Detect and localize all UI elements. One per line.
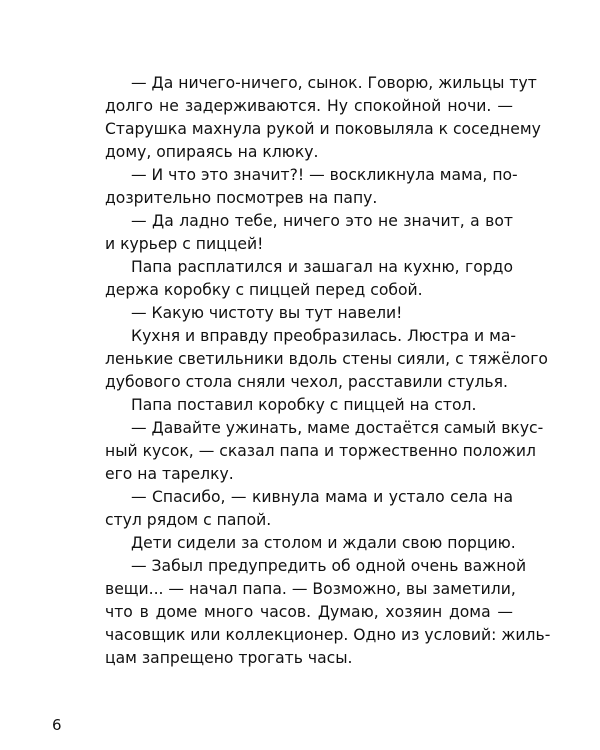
text-line: его на тарелку.	[105, 465, 234, 483]
text-line: Папа поставил коробку с пиццей на стол.	[131, 396, 477, 414]
text-line: — Забыл предупредить об одной очень важной	[131, 557, 527, 575]
text-line: часовщик или коллекционер. Одно из условий: жиль-	[105, 626, 551, 644]
text-line: ный кусок, — сказал папа и торжественно положил	[105, 442, 536, 460]
text-line: долго не задерживаются. Ну спокойной ночи. —	[105, 97, 513, 115]
text-line: дубового стола сняли чехол, расставили стулья.	[105, 373, 508, 391]
text-line: и курьер с пиццей!	[105, 235, 264, 253]
text-line: ленькие светильники вдоль стены сияли, с тяжёлого	[105, 350, 548, 368]
text-line: дозрительно посмотрев на папу.	[105, 189, 378, 207]
text-line: — Какую чистоту вы тут навели!	[131, 304, 403, 322]
text-line: Дети сидели за столом и ждали свою порцию.	[131, 534, 516, 552]
text-line: — Да ладно тебе, ничего это не значит, а вот	[131, 212, 513, 230]
text-line: стул рядом с папой.	[105, 511, 272, 529]
text-line: Старушка махнула рукой и поковыляла к соседнему	[105, 120, 541, 138]
text-line: — Да ничего-ничего, сынок. Говорю, жильцы тут	[131, 74, 537, 92]
text-line: — Спасибо, — кивнула мама и устало села на	[131, 488, 513, 506]
text-line: Кухня и вправду преобразилась. Люстра и ма-	[131, 327, 517, 345]
text-line: — Давайте ужинать, маме достаётся самый вкус-	[131, 419, 544, 437]
text-line: держа коробку с пиццей перед собой.	[105, 281, 423, 299]
text-line: цам запрещено трогать часы.	[105, 649, 353, 667]
page-number: 6	[52, 716, 62, 734]
text-line: что в доме много часов. Думаю, хозяин дома —	[105, 603, 513, 621]
text-line: — И что это значит?! — воскликнула мама, по-	[131, 166, 518, 184]
text-line: Папа расплатился и зашагал на кухню, гордо	[131, 258, 513, 276]
text-line: дому, опираясь на клюку.	[105, 143, 319, 161]
text-line: вещи... — начал папа. — Возможно, вы заметили,	[105, 580, 516, 598]
